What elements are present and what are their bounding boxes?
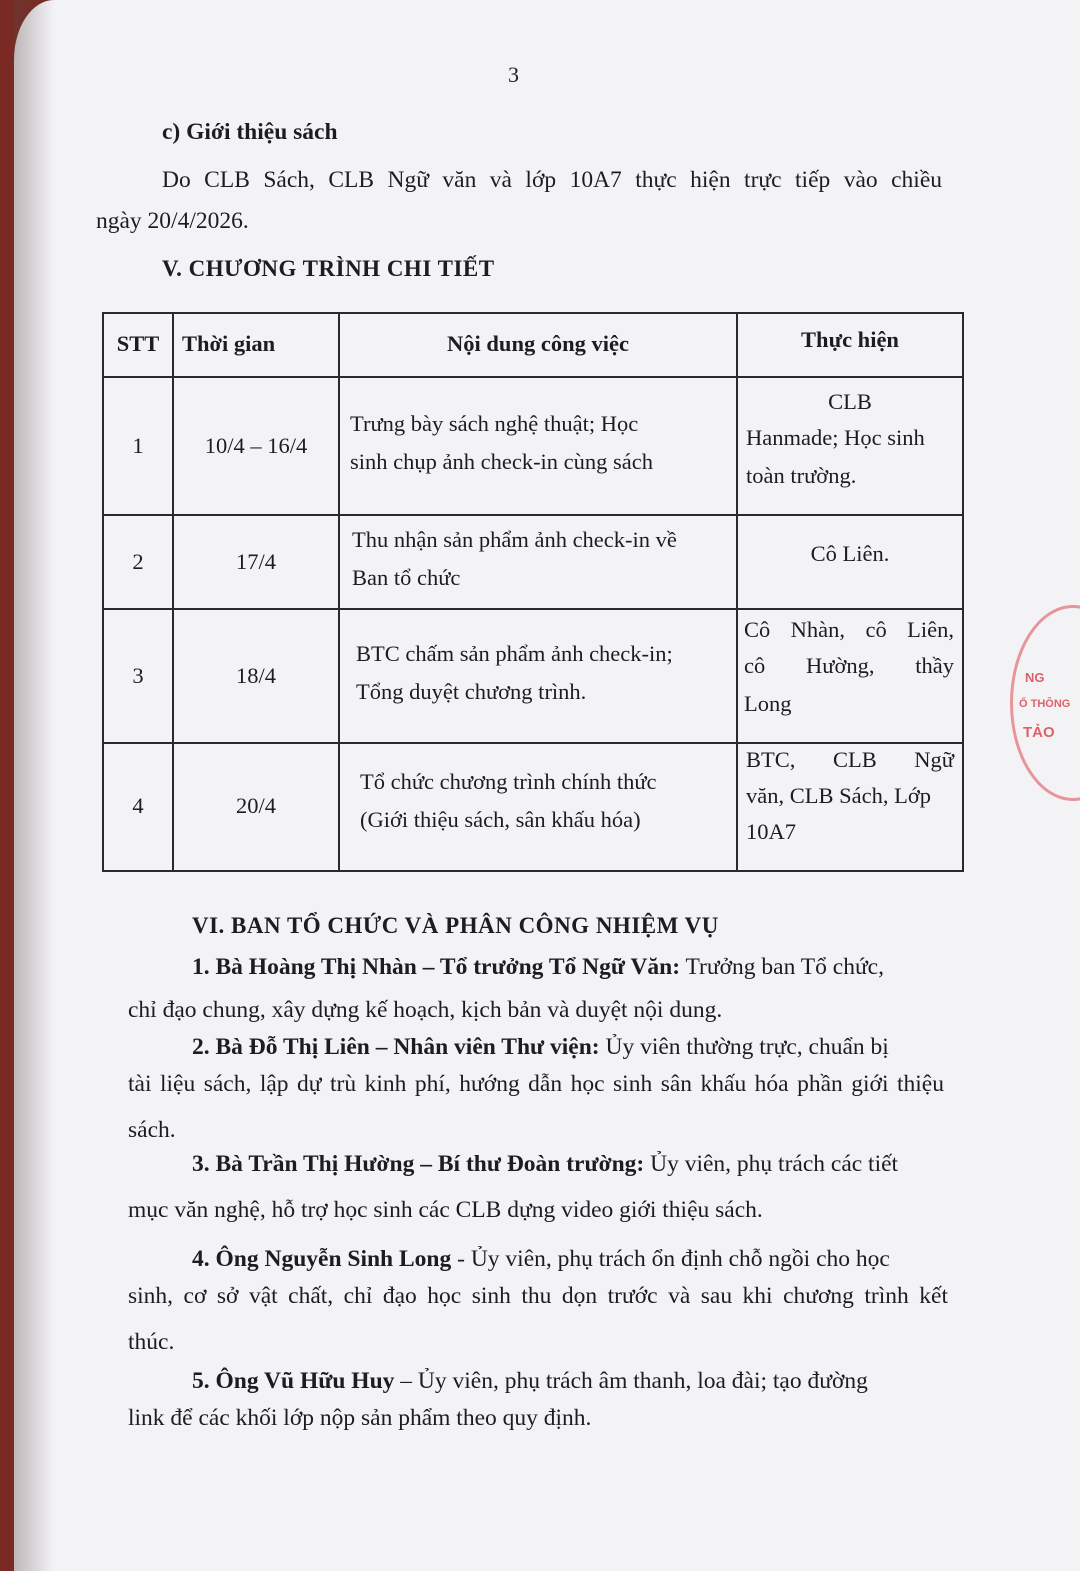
row-2-content-line-1: Thu nhận sản phẩm ảnh check-in về — [352, 527, 677, 552]
item-4-line-3: thúc. — [128, 1329, 175, 1355]
item-5-line-2: link để các khối lớp nộp sản phẩm theo quy định. — [128, 1405, 592, 1431]
page-number: 3 — [508, 62, 519, 87]
item-4-line-2: sinh, cơ sở vật chất, chỉ đạo học sinh thu dọn trước và sau khi chương trình kết — [128, 1283, 948, 1309]
item-3-line-2: mục văn nghệ, hỗ trợ học sinh các CLB dựng video giới thiệu sách. — [128, 1197, 763, 1223]
row-2-stt: 2 — [132, 549, 144, 574]
item-1-first-line — [192, 953, 884, 982]
row-1-content-line-1: Trưng bày sách nghệ thuật; Học — [350, 411, 639, 436]
row-1-time: 10/4 – 16/4 — [204, 433, 308, 458]
row-2-content-line-2: Ban tổ chức — [352, 565, 461, 590]
row-4-by-line-1: BTC, CLB Ngữ — [746, 747, 954, 772]
section-v-heading: V. CHƯƠNG TRÌNH CHI TIẾT — [162, 256, 495, 281]
table-border-top — [102, 312, 964, 314]
item-2-line-3: sách. — [128, 1117, 176, 1143]
item-2-first-line — [192, 1033, 889, 1062]
item-2-line-2: tài liệu sách, lập dự trù kinh phí, hướng dẫn học sinh sân khấu hóa phần giới thiệu — [128, 1071, 944, 1097]
header-by: Thực hiện — [801, 327, 899, 352]
item-2-role: Ủy viên thường trực, chuẩn bị — [599, 1034, 889, 1060]
section-vi-heading: VI. BAN TỔ CHỨC VÀ PHÂN CÔNG NHIỆM VỤ — [192, 913, 719, 938]
row-4-stt: 4 — [132, 793, 144, 818]
row-4-time: 20/4 — [235, 793, 276, 818]
row-1-by-line-2: Hanmade; Học sinh — [746, 425, 925, 450]
item-4-first-line — [192, 1245, 890, 1274]
row-4-content-line-2: (Giới thiệu sách, sân khấu hóa) — [360, 807, 641, 832]
row-3-content-line-1: BTC chấm sản phẩm ảnh check-in; — [356, 641, 673, 666]
section-c-line-1: Do CLB Sách, CLB Ngữ văn và lớp 10A7 thực hiện trực tiếp vào chiều — [162, 167, 942, 193]
stamp-text-1: NG — [1025, 670, 1045, 685]
row-3-by-line-2: cô Hường, thầy — [744, 653, 954, 678]
row-3-by-line-3: Long — [744, 691, 792, 716]
item-1-line-2: chỉ đạo chung, xây dựng kế hoạch, kịch bản và duyệt nội dung. — [128, 997, 723, 1023]
header-content: Nội dung công việc — [447, 331, 629, 356]
row-2-by: Cô Liên. — [810, 541, 890, 566]
table-border-right — [962, 312, 964, 872]
table-row-divider — [102, 514, 964, 516]
item-1-role: Trưởng ban Tổ chức, — [680, 954, 884, 980]
row-1-content-line-2: sinh chụp ảnh check-in cùng sách — [350, 449, 654, 474]
item-3-role: Ủy viên, phụ trách các tiết — [644, 1151, 899, 1177]
item-5-role: – Ủy viên, phụ trách âm thanh, loa đài; tạo đường — [394, 1368, 868, 1394]
table-row-divider — [102, 608, 964, 610]
row-3-content-line-2: Tổng duyệt chương trình. — [356, 679, 587, 704]
section-c-line-2: ngày 20/4/2026. — [96, 208, 249, 234]
header-time: Thời gian — [182, 331, 276, 356]
stamp-text-2: Ổ THÔNG — [1019, 698, 1071, 710]
schedule-table — [102, 312, 964, 872]
row-1-by-line-1: CLB — [828, 389, 872, 414]
row-2-time: 17/4 — [235, 549, 276, 574]
row-3-by-line-1: Cô Nhàn, cô Liên, — [744, 617, 954, 642]
row-4-by-line-2: văn, CLB Sách, Lớp — [746, 783, 931, 808]
section-c-heading: c) Giới thiệu sách — [162, 119, 338, 145]
item-3-first-line — [192, 1150, 898, 1179]
item-5-name: 5. Ông Vũ Hữu Huy — [192, 1368, 395, 1394]
table-col-divider — [338, 312, 340, 872]
item-4-name: 4. Ông Nguyễn Sinh Long — [192, 1246, 452, 1272]
item-1-name: 1. Bà Hoàng Thị Nhàn – Tổ trưởng Tổ Ngữ Văn: — [192, 954, 681, 980]
stamp-text-3: TẢO — [1023, 724, 1055, 741]
row-3-stt: 3 — [132, 663, 144, 688]
table-border-bottom — [102, 870, 964, 872]
row-3-time: 18/4 — [235, 663, 276, 688]
row-1-stt: 1 — [132, 433, 144, 458]
item-5-first-line — [192, 1367, 868, 1396]
row-1-by-line-3: toàn trường. — [746, 463, 857, 488]
row-4-content-line-1: Tổ chức chương trình chính thức — [360, 769, 657, 794]
item-2-name: 2. Bà Đỗ Thị Liên – Nhân viên Thư viện: — [192, 1034, 600, 1060]
header-stt: STT — [116, 331, 160, 356]
item-4-role: - Ủy viên, phụ trách ổn định chỗ ngồi cho học — [451, 1246, 890, 1272]
item-3-name: 3. Bà Trần Thị Hường – Bí thư Đoàn trường: — [192, 1151, 645, 1177]
row-4-by-line-3: 10A7 — [746, 819, 796, 844]
table-row-divider — [102, 376, 964, 378]
